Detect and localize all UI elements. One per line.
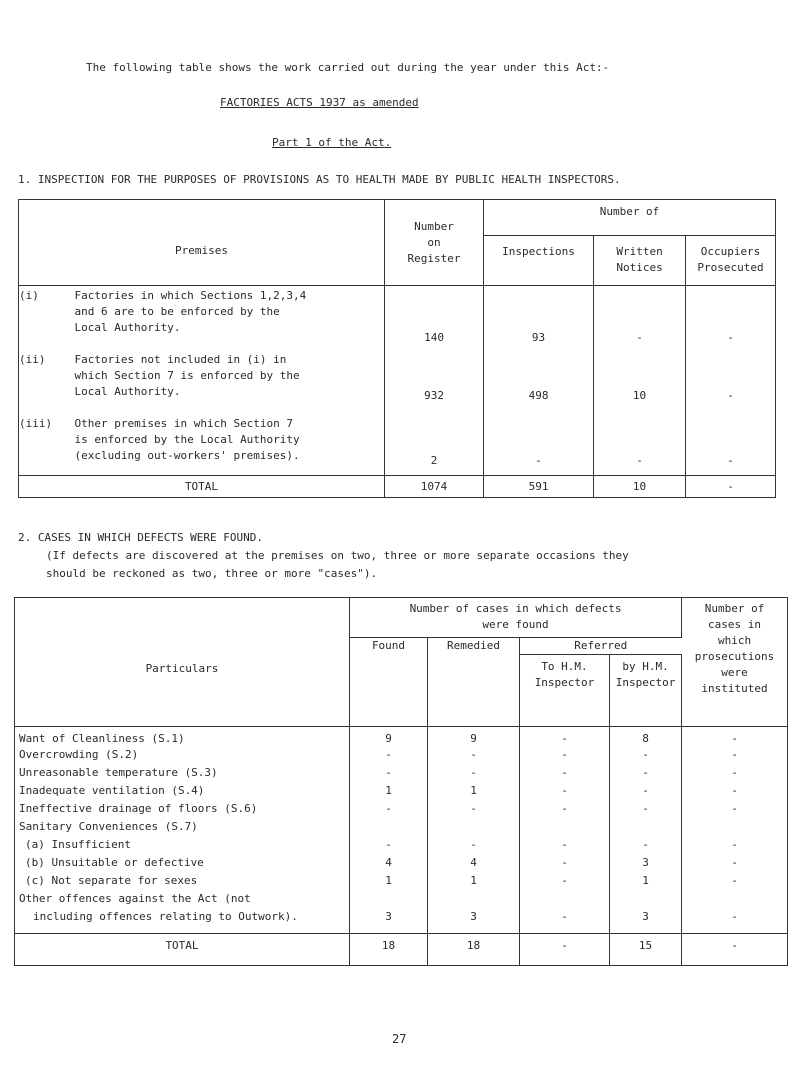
written-notices-header: Written Notices (594, 236, 686, 286)
section2-note-line2: should be reckoned as two, three or more "cases"). (46, 567, 378, 580)
register-header: Number on Register (385, 200, 484, 286)
number-of-header: Number of (484, 200, 776, 236)
table-row: Inadequate ventilation (S.4) 1 1 - - - (15, 783, 788, 801)
particulars-header: Particulars (15, 598, 350, 727)
table-row: including offences relating to Outwork). 3 3 - 3 - (15, 909, 788, 933)
defects-table (14, 597, 788, 966)
act-title: FACTORIES ACTS 1937 as amended (220, 96, 419, 109)
section1-heading: 1. INSPECTION FOR THE PURPOSES OF PROVISIONS AS TO HEALTH MADE BY PUBLIC HEALTH INSPECTORS. (18, 173, 621, 186)
referred-header: Referred (520, 638, 682, 655)
occupiers-prosecuted-header: Occupiers Prosecuted (686, 236, 776, 286)
table-row: Ineffective drainage of floors (S.6) - - - - - (15, 801, 788, 819)
table-row: Overcrowding (S.2) - - - - - (15, 747, 788, 765)
table-row: (i) Factories in which Sections 1,2,3,4 and 6 are to be enforced by the Local Authority. 140 93 - - (19, 286, 776, 346)
total-row: TOTAL 18 18 - 15 - (15, 933, 788, 965)
by-hm-inspector-header: by H.M. Inspector (610, 655, 682, 727)
table-row: Want of Cleanliness (S.1) 9 9 - 8 - (15, 727, 788, 748)
cases-found-header: Number of cases in which defects were found (350, 598, 682, 638)
table-row: Sanitary Conveniences (S.7) (15, 819, 788, 837)
remedied-header: Remedied (428, 638, 520, 727)
inspections-header: Inspections (484, 236, 594, 286)
table-row: (b) Unsuitable or defective 4 4 - 3 - (15, 855, 788, 873)
table-row: Other offences against the Act (not (15, 891, 788, 909)
to-hm-inspector-header: To H.M. Inspector (520, 655, 610, 727)
table-row: Unreasonable temperature (S.3) - - - - - (15, 765, 788, 783)
page-number: 27 (392, 1032, 407, 1046)
table-row: (a) Insufficient - - - - - (15, 837, 788, 855)
table-row: (c) Not separate for sexes 1 1 - 1 - (15, 873, 788, 891)
prosecutions-header: Number of cases in which prosecutions were instituted (682, 598, 788, 727)
table-row: (iii) Other premises in which Section 7 is enforced by the Local Authority (excluding out-workers' premises). 2 - - - (19, 404, 776, 476)
intro-text: The following table shows the work carried out during the year under this Act:- (86, 61, 610, 74)
found-header: Found (350, 638, 428, 727)
premises-header: Premises (19, 200, 385, 286)
part-title: Part 1 of the Act. (272, 136, 392, 149)
section2-note-line1: (If defects are discovered at the premises on two, three or more separate occasions they (46, 549, 629, 562)
table-row: (ii) Factories not included in (i) in which Section 7 is enforced by the Local Authority. 932 498 10 - (19, 346, 776, 404)
total-row: TOTAL 1074 591 10 - (19, 476, 776, 498)
section2-heading: 2. CASES IN WHICH DEFECTS WERE FOUND. (18, 531, 264, 544)
inspection-table (18, 199, 776, 498)
